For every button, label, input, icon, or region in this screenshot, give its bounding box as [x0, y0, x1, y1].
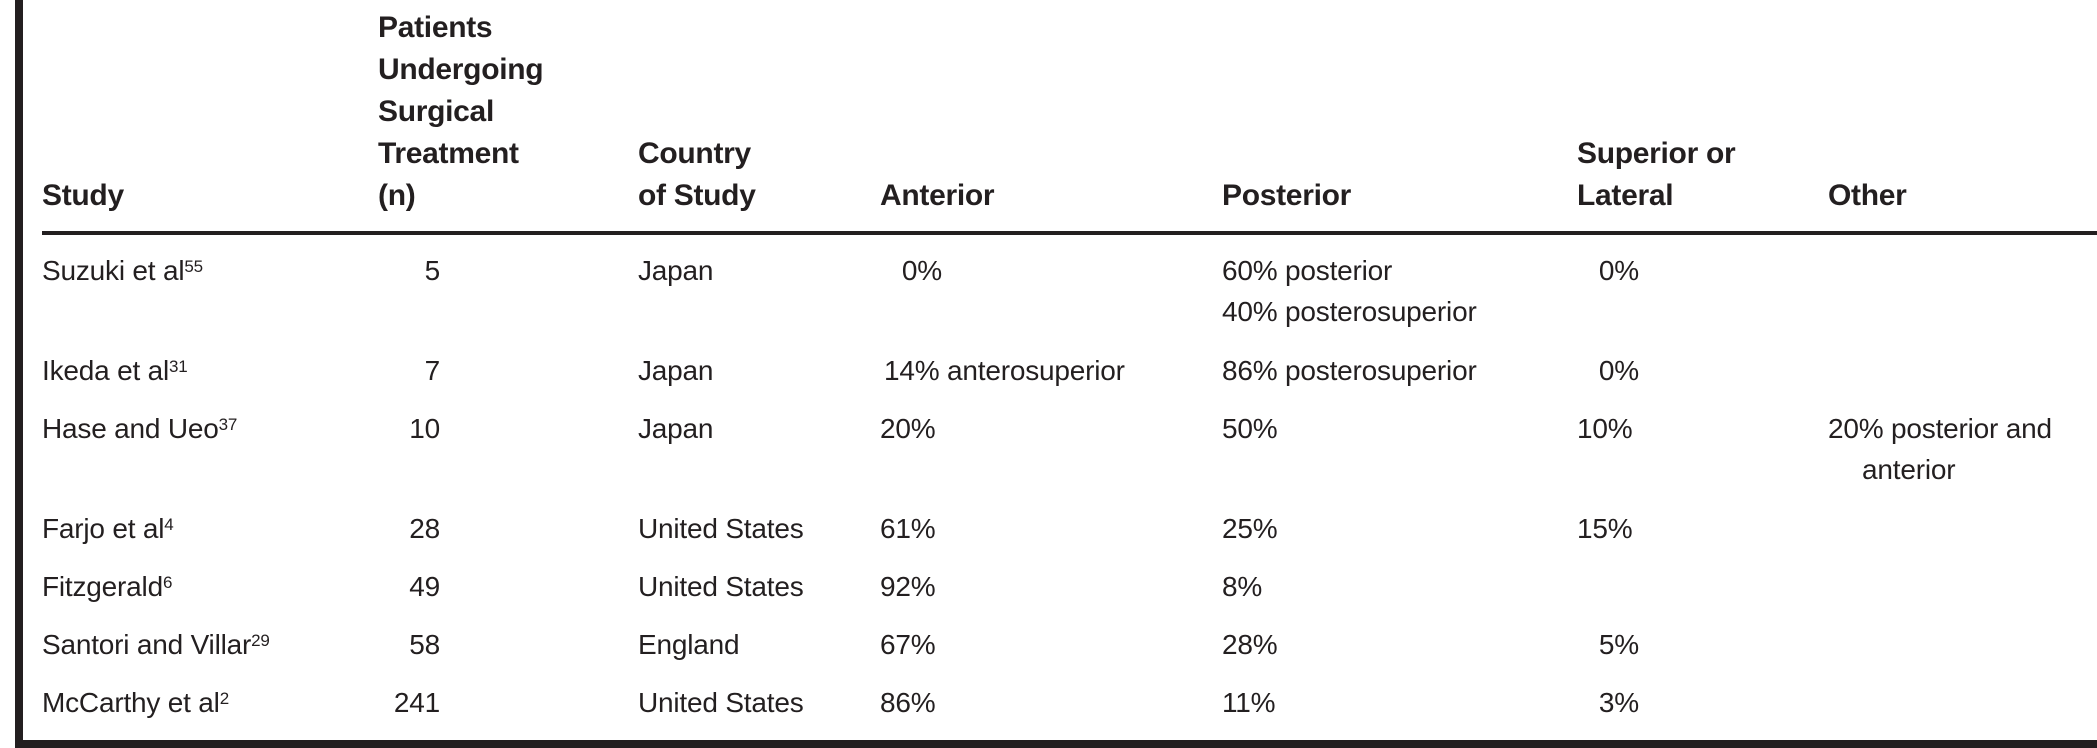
cell-anterior: 92% [880, 571, 936, 602]
cell-posterior [1222, 350, 1477, 391]
cell-n: 58 [409, 629, 440, 660]
cell-study [42, 624, 270, 665]
cell-study [42, 508, 174, 549]
study-name: McCarthy et al [42, 687, 220, 718]
cell-n: 28 [409, 513, 440, 544]
cell-superior: 0% [1598, 355, 1639, 386]
reference-superscript: 31 [169, 357, 188, 376]
cell-anterior: 67% [880, 629, 936, 660]
header-other-line: Other [1828, 179, 1907, 212]
cell-posterior [1222, 508, 1277, 549]
table-frame-bottom [15, 740, 2097, 748]
posterior-line: 28% [1222, 629, 1278, 660]
study-name: Ikeda et al [42, 355, 169, 386]
cell-study [42, 250, 203, 291]
header-patients-line: Undergoing [378, 53, 544, 86]
study-name: Farjo et al [42, 513, 165, 544]
header-superior-line: Lateral [1577, 179, 1674, 212]
header-superior-line: Superior or [1577, 137, 1736, 170]
cell-study [42, 350, 188, 391]
cell-posterior [1222, 408, 1277, 449]
posterior-line: 25% [1222, 513, 1278, 544]
header-patients-line: (n) [378, 179, 416, 212]
header-country-line: of Study [638, 179, 756, 212]
cell-posterior [1222, 566, 1262, 607]
posterior-line: 40% posterosuperior [1222, 296, 1477, 327]
header-rule [42, 231, 2097, 235]
posterior-line: 86% posterosuperior [1222, 355, 1477, 386]
cell-superior: 5% [1598, 629, 1639, 660]
cell-superior: 3% [1598, 687, 1639, 718]
cell-posterior [1222, 250, 1477, 332]
reference-superscript: 4 [164, 515, 174, 534]
header-study [42, 175, 124, 217]
posterior-line: 60% posterior [1222, 255, 1393, 286]
cell-n: 49 [409, 571, 440, 602]
reference-superscript: 2 [219, 689, 229, 708]
header-country [638, 133, 756, 217]
cell-n: 5 [424, 255, 440, 286]
other-line: 20% posterior and [1828, 413, 2052, 444]
cell-anterior: 0% [901, 255, 942, 286]
table-frame-left [15, 0, 23, 748]
cell-anterior: 86% [880, 687, 936, 718]
header-country-line: Country [638, 137, 751, 170]
reference-superscript: 37 [218, 415, 238, 434]
posterior-line: 8% [1222, 571, 1263, 602]
cell-country: Japan [638, 355, 714, 386]
cell-study [42, 566, 172, 607]
cell-study [42, 682, 229, 723]
cell-posterior [1222, 682, 1275, 723]
cell-other [1828, 408, 2052, 490]
cell-anterior: 61% [880, 513, 936, 544]
study-name: Suzuki et al [42, 255, 185, 286]
header-patients-line: Treatment [378, 137, 519, 170]
cell-country: United States [638, 513, 804, 544]
header-patients-line: Surgical [378, 95, 494, 128]
cell-n: 7 [424, 355, 440, 386]
other-line: anterior [1862, 454, 1956, 485]
cell-country: United States [638, 571, 804, 602]
posterior-line: 50% [1222, 413, 1278, 444]
header-anterior [880, 175, 994, 217]
cell-country: Japan [638, 413, 714, 444]
cell-n: 10 [409, 413, 440, 444]
cell-country: United States [638, 687, 804, 718]
study-name: Hase and Ueo [42, 413, 219, 444]
study-name: Santori and Villar [42, 629, 252, 660]
header-other [1828, 175, 1907, 217]
cell-posterior [1222, 624, 1277, 665]
header-study-line: Study [42, 179, 124, 212]
cell-superior: 15% [1577, 513, 1633, 544]
posterior-line: 11% [1222, 687, 1276, 718]
header-patients-line: Patients [378, 11, 493, 44]
reference-superscript: 29 [251, 631, 270, 650]
cell-anterior: 14% anterosuperior [884, 355, 1125, 386]
cell-country: Japan [638, 255, 714, 286]
cell-n: 241 [393, 687, 440, 718]
cell-study [42, 408, 237, 449]
header-posterior [1222, 175, 1351, 217]
cell-superior: 0% [1598, 255, 1639, 286]
header-anterior-line: Anterior [880, 179, 995, 212]
reference-superscript: 6 [162, 573, 173, 592]
cell-superior: 10% [1577, 413, 1633, 444]
reference-superscript: 55 [184, 257, 203, 276]
study-name: Fitzgerald [42, 571, 163, 602]
header-patients [378, 7, 543, 217]
header-posterior-line: Posterior [1222, 179, 1352, 212]
cell-country: England [638, 629, 740, 660]
cell-anterior: 20% [880, 413, 936, 444]
header-superior-lateral [1577, 133, 1735, 217]
